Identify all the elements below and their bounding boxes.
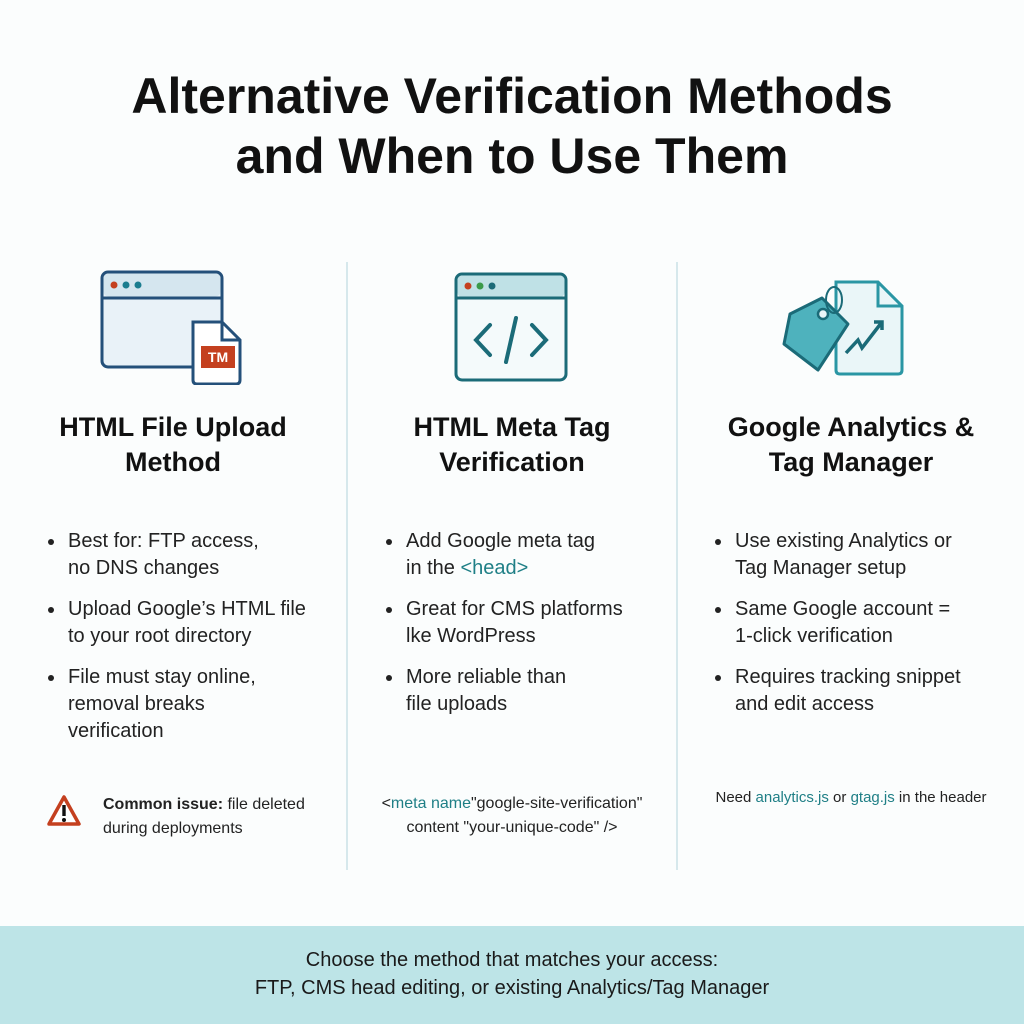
code-window-icon [454,270,574,385]
list-item: More reliable than file uploads [386,664,623,718]
bullet-list [48,528,306,759]
common-issue-note: Common issue: file deleted during deployments [103,796,305,837]
bullet-list [386,528,623,732]
column-title: HTML File Upload Method [59,412,287,477]
browser-file-icon [100,270,245,385]
list-item: File must stay online, removal breaks verification [48,664,306,745]
list-item: Same Google account = 1-click verification [715,596,961,650]
tag-analytics-icon [778,278,908,378]
column-title: Google Analytics & Tag Manager [727,412,975,477]
column-title: HTML Meta Tag Verification [413,412,611,477]
analytics-note: Need analytics.js or gtag.js in the header [715,789,987,806]
column-html-file-upload [0,262,346,882]
list-item: Great for CMS platforms lke WordPress [386,596,623,650]
list-item: Best for: FTP access, no DNS changes [48,528,306,582]
bullet-list [715,528,961,732]
warning-icon [46,794,82,828]
list-item: Add Google meta tag in the <head> [386,528,623,582]
column-meta-tag [348,262,676,882]
list-item: Use existing Analytics or Tag Manager setup [715,528,961,582]
footer-banner [0,926,1024,1024]
list-item: Upload Google’s HTML file to your root directory [48,596,306,650]
list-item: Requires tracking snippet and edit access [715,664,961,718]
column-analytics [678,262,1024,882]
footer-line: FTP, CMS head editing, or existing Analytics/Tag Manager [254,977,770,999]
page-title: Alternative Verification Methods and When to Use Them [131,68,893,184]
meta-tag-snippet: <meta name"google-site-verification" content "your-unique-code" /> [381,795,643,836]
svg-text:TM: TM [207,349,229,365]
footer-line: Choose the method that matches your access: [305,949,719,971]
